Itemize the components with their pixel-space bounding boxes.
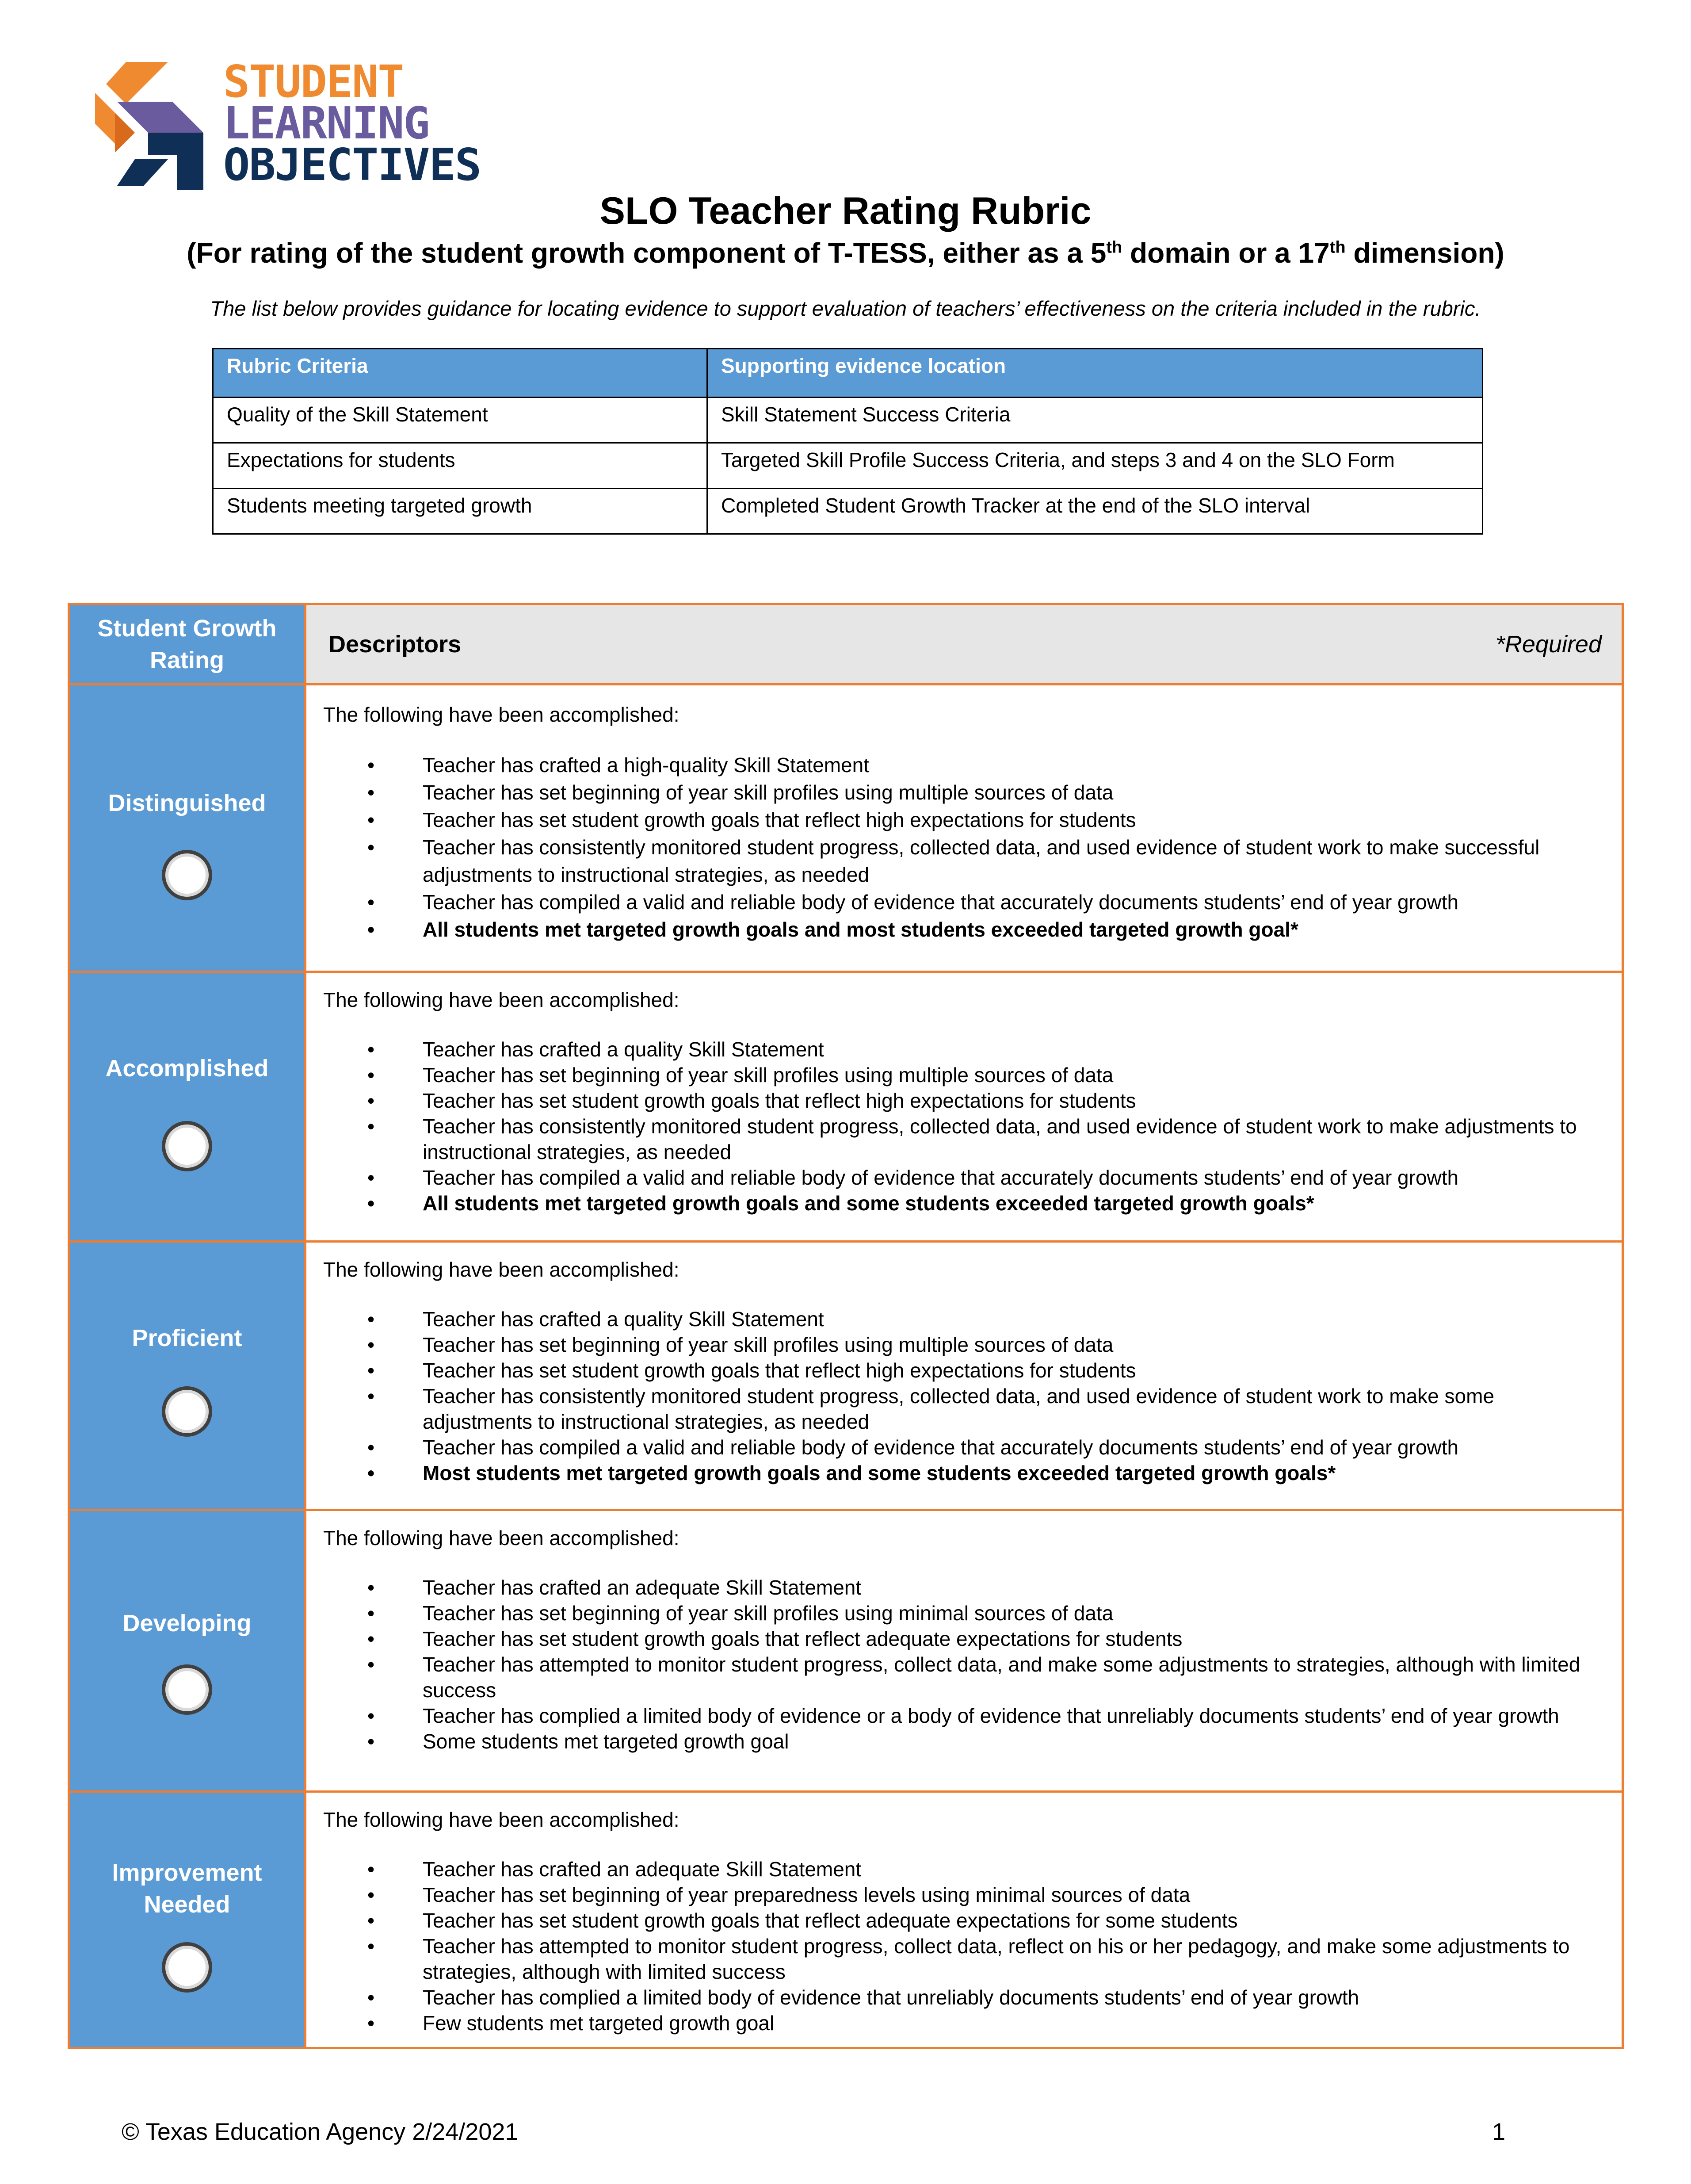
rating-cell bbox=[70, 685, 306, 971]
list-item: • Teacher has set student growth goals that reflect adequate expectations for some students bbox=[323, 1908, 1604, 1933]
page-title: SLO Teacher Rating Rubric bbox=[599, 190, 1092, 232]
descriptor-lead: The following have been accomplished: bbox=[323, 988, 679, 1011]
subtitle-sup-2: th bbox=[1329, 238, 1346, 257]
rating-row-accomplished bbox=[68, 973, 1624, 1243]
descriptor-list bbox=[323, 751, 1604, 943]
criteria-header-row bbox=[213, 349, 1483, 398]
list-item: • Teacher has compiled a valid and reliable body of evidence that accurately documents students’ end of year growth bbox=[323, 1434, 1604, 1460]
evidence-cell: Skill Statement Success Criteria bbox=[707, 398, 1483, 443]
descriptor-list bbox=[323, 1037, 1604, 1216]
list-item: • Teacher has set beginning of year preparedness levels using minimal sources of data bbox=[323, 1882, 1604, 1908]
intro-text: The list below provides guidance for locating evidence to support evaluation of teachers’ effectiveness on the criteria included in the rubric. bbox=[210, 297, 1481, 320]
table-row bbox=[213, 443, 1483, 489]
slo-logo-mark-icon bbox=[91, 57, 219, 190]
list-item: • Teacher has consistently monitored student progress, collected data, and used evidence of student work to make adjustments to instructional strategies, as needed bbox=[323, 1113, 1604, 1165]
list-item: • Teacher has set beginning of year skill profiles using multiple sources of data bbox=[323, 779, 1604, 806]
rating-radio-accomplished[interactable] bbox=[162, 1121, 212, 1171]
list-item: • Teacher has attempted to monitor student progress, collect data, reflect on his or her pedagogy, and make some adjustments to strategies, although with limited success bbox=[323, 1933, 1604, 1985]
list-item: • Teacher has crafted an adequate Skill Statement bbox=[323, 1856, 1604, 1882]
list-item: • All students met targeted growth goals and most students exceeded targeted growth goal* bbox=[323, 916, 1604, 943]
descriptor-cell bbox=[306, 1793, 1622, 2047]
list-item: • Most students met targeted growth goals and some students exceeded targeted growth goals* bbox=[323, 1460, 1604, 1486]
list-item: • Teacher has attempted to monitor student progress, collect data, and make some adjustments to strategies, although with limited success bbox=[323, 1652, 1604, 1703]
criteria-header-rubric: Rubric Criteria bbox=[213, 349, 707, 398]
list-item: • Teacher has complied a limited body of evidence that unreliably documents students’ end of year growth bbox=[323, 1985, 1604, 2010]
descriptor-cell bbox=[306, 1243, 1622, 1509]
slo-logo-wordmark bbox=[223, 56, 481, 191]
list-item: • Teacher has set student growth goals that reflect high expectations for students bbox=[323, 806, 1604, 834]
descriptor-cell bbox=[306, 685, 1622, 971]
rating-row-proficient bbox=[68, 1243, 1624, 1511]
subtitle-part-2: domain or a 17 bbox=[1122, 237, 1330, 269]
descriptor-list bbox=[323, 1575, 1604, 1754]
subtitle-sup-1: th bbox=[1106, 238, 1122, 257]
list-item: • Teacher has set student growth goals that reflect high expectations for students bbox=[323, 1088, 1604, 1113]
list-item: • Teacher has complied a limited body of evidence or a body of evidence that unreliably documents students’ end of year growth bbox=[323, 1703, 1604, 1729]
rating-cell bbox=[70, 1511, 306, 1790]
list-item: • Teacher has set beginning of year skill profiles using minimal sources of data bbox=[323, 1600, 1604, 1626]
descriptor-list bbox=[323, 1856, 1604, 2036]
criteria-header-evidence: Supporting evidence location bbox=[707, 349, 1483, 398]
criteria-cell: Quality of the Skill Statement bbox=[213, 398, 707, 443]
table-row bbox=[213, 489, 1483, 534]
descriptor-list bbox=[323, 1306, 1604, 1486]
logo-line-2: LEARNING bbox=[223, 97, 429, 149]
criteria-cell: Expectations for students bbox=[213, 443, 707, 489]
evidence-cell: Targeted Skill Profile Success Criteria, and steps 3 and 4 on the SLO Form bbox=[707, 443, 1483, 489]
table-row bbox=[213, 398, 1483, 443]
rating-label: Developing bbox=[122, 1610, 252, 1637]
list-item: • Teacher has crafted a quality Skill Statement bbox=[323, 1306, 1604, 1332]
subtitle-part-1: (For rating of the student growth component of T-TESS, either as a 5 bbox=[187, 237, 1107, 269]
list-item: • Teacher has consistently monitored student progress, collected data, and used evidence of student work to make some adjustments to instructional strategies, as needed bbox=[323, 1383, 1604, 1434]
rating-label: Improvement Needed bbox=[112, 1859, 262, 1918]
rating-label: Distinguished bbox=[108, 790, 266, 816]
descriptor-lead: The following have been accomplished: bbox=[323, 703, 679, 726]
descriptor-lead: The following have been accomplished: bbox=[323, 1258, 679, 1281]
criteria-table bbox=[212, 348, 1483, 535]
subtitle-part-3: dimension) bbox=[1345, 237, 1504, 269]
list-item: • Teacher has crafted a high-quality Skill Statement bbox=[323, 751, 1604, 779]
page-number: 1 bbox=[1492, 2119, 1506, 2145]
rating-radio-developing[interactable] bbox=[162, 1664, 212, 1715]
rating-cell bbox=[70, 1243, 306, 1509]
descriptor-cell bbox=[306, 973, 1622, 1240]
rating-radio-proficient[interactable] bbox=[162, 1386, 212, 1437]
rating-row-developing bbox=[68, 1511, 1624, 1793]
list-item: • Teacher has crafted a quality Skill Statement bbox=[323, 1037, 1604, 1062]
rating-label: Accomplished bbox=[105, 1055, 269, 1082]
rubric-header-descriptors: Descriptors bbox=[328, 631, 462, 658]
rating-radio-improvement-needed[interactable] bbox=[162, 1942, 212, 1993]
logo-line-3: OBJECTIVES bbox=[223, 139, 481, 191]
rubric-header-descriptors-cell bbox=[306, 605, 1622, 683]
list-item: • Teacher has set student growth goals that reflect high expectations for students bbox=[323, 1358, 1604, 1383]
list-item: • Some students met targeted growth goal bbox=[323, 1729, 1604, 1754]
rating-row-distinguished bbox=[68, 685, 1624, 973]
rating-cell bbox=[70, 1793, 306, 2047]
list-item: • Teacher has consistently monitored student progress, collected data, and used evidence of student work to make successful adjustments to instructional strategies, as needed bbox=[323, 834, 1604, 888]
descriptor-lead: The following have been accomplished: bbox=[323, 1808, 679, 1831]
list-item: • Teacher has set student growth goals that reflect adequate expectations for students bbox=[323, 1626, 1604, 1652]
evidence-cell: Completed Student Growth Tracker at the end of the SLO interval bbox=[707, 489, 1483, 534]
list-item: • Teacher has compiled a valid and reliable body of evidence that accurately documents students’ end of year growth bbox=[323, 1165, 1604, 1190]
rubric-header-required: *Required bbox=[1495, 631, 1602, 658]
list-item: • Few students met targeted growth goal bbox=[323, 2010, 1604, 2036]
page-subtitle bbox=[0, 237, 1691, 269]
list-item: • Teacher has crafted an adequate Skill Statement bbox=[323, 1575, 1604, 1600]
rating-radio-distinguished[interactable] bbox=[162, 850, 212, 900]
rating-row-improvement-needed bbox=[68, 1793, 1624, 2049]
rating-label: Proficient bbox=[132, 1325, 242, 1351]
list-item: • Teacher has set beginning of year skill profiles using multiple sources of data bbox=[323, 1332, 1604, 1358]
footer-copyright: © Texas Education Agency 2/24/2021 bbox=[122, 2119, 519, 2145]
list-item: • Teacher has compiled a valid and reliable body of evidence that accurately documents students’ end of year growth bbox=[323, 888, 1604, 916]
descriptor-lead: The following have been accomplished: bbox=[323, 1526, 679, 1549]
slo-logo bbox=[91, 57, 506, 190]
rubric-header-rating: Student Growth Rating bbox=[70, 605, 306, 683]
rubric-header-row bbox=[68, 603, 1624, 685]
rubric-table bbox=[68, 603, 1624, 2049]
list-item: • All students met targeted growth goals and some students exceeded targeted growth goals* bbox=[323, 1190, 1604, 1216]
logo-line-1: STUDENT bbox=[223, 56, 404, 107]
descriptor-cell bbox=[306, 1511, 1622, 1790]
criteria-cell: Students meeting targeted growth bbox=[213, 489, 707, 534]
rating-cell bbox=[70, 973, 306, 1240]
list-item: • Teacher has set beginning of year skill profiles using multiple sources of data bbox=[323, 1062, 1604, 1088]
